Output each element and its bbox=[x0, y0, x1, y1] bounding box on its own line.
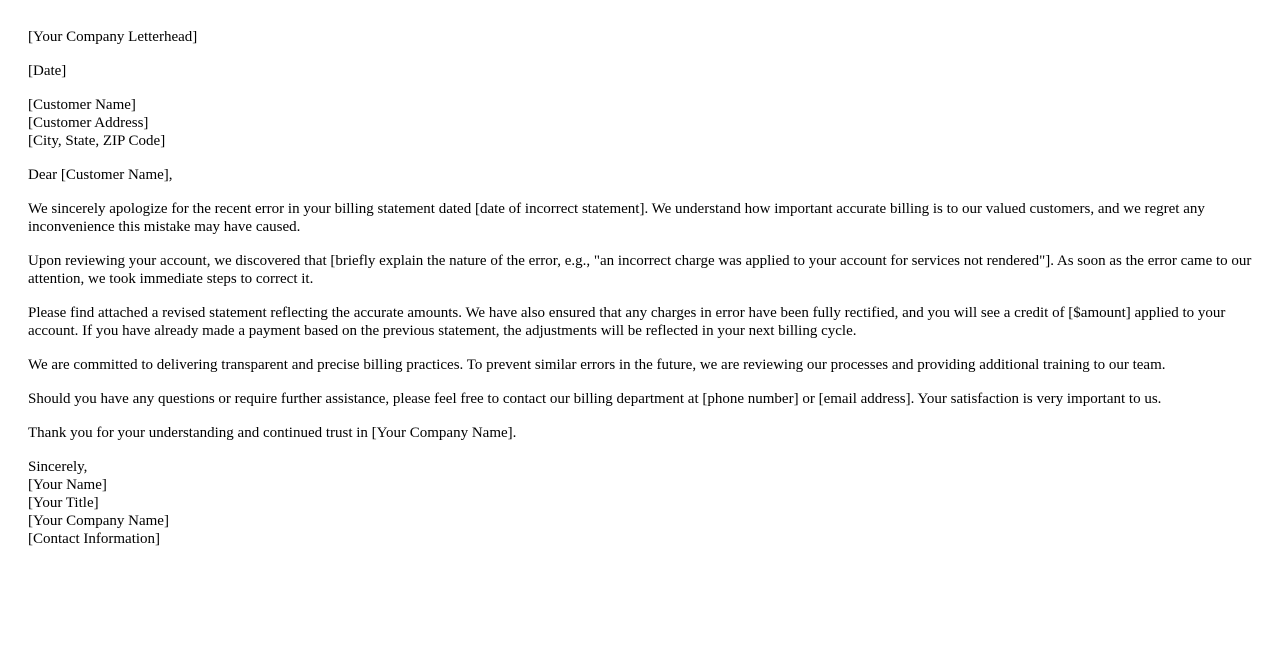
recipient-address: [Customer Address] bbox=[28, 115, 149, 131]
sender-company: [Your Company Name] bbox=[28, 513, 169, 529]
body-paragraph-resolution: Please find attached a revised statement reflecting the accurate amounts. We have also ensured that any charges in error have been fully rectified, and you will see a credit of [$amount] applied to your account. If you have already made a payment based on the previous statement, the adjustments will be reflected in your next billing cycle. bbox=[28, 305, 1226, 339]
sender-contact: [Contact Information] bbox=[28, 531, 161, 547]
salutation bbox=[28, 166, 1253, 184]
date-text: [Date] bbox=[28, 63, 67, 79]
signature-block bbox=[28, 458, 1253, 548]
body-paragraph-contact: Should you have any questions or require further assistance, please feel free to contact our billing department at [phone number] or [email address]. Your satisfaction is very important to us. bbox=[28, 391, 1162, 407]
letterhead-text: [Your Company Letterhead] bbox=[28, 29, 198, 45]
recipient-address-block bbox=[28, 96, 1253, 150]
body-paragraph-commitment: We are committed to delivering transparent and precise billing practices. To prevent similar errors in the future, we are reviewing our processes and providing additional training to our team. bbox=[28, 357, 1166, 373]
body-paragraph-apology: We sincerely apologize for the recent error in your billing statement dated [date of incorrect statement]. We understand how important accurate billing is to our valued customers, and we regret any inconvenience this mistake may have caused. bbox=[28, 201, 1205, 235]
recipient-name: [Customer Name] bbox=[28, 97, 136, 113]
valediction: Sincerely, bbox=[28, 459, 88, 475]
recipient-city-state-zip: [City, State, ZIP Code] bbox=[28, 133, 166, 149]
body-paragraph-explanation: Upon reviewing your account, we discovered that [briefly explain the nature of the error, e.g., "an incorrect charge was applied to your account for services not rendered"]. As soon as the error came to our attention, we took immediate steps to correct it. bbox=[28, 253, 1252, 287]
sender-title: [Your Title] bbox=[28, 495, 99, 511]
letter bbox=[28, 28, 1253, 564]
letter-date bbox=[28, 62, 1253, 80]
sender-name: [Your Name] bbox=[28, 477, 107, 493]
salutation-text: Dear [Customer Name], bbox=[28, 167, 173, 183]
body-paragraph-thanks: Thank you for your understanding and continued trust in [Your Company Name]. bbox=[28, 425, 517, 441]
letterhead bbox=[28, 28, 1253, 46]
